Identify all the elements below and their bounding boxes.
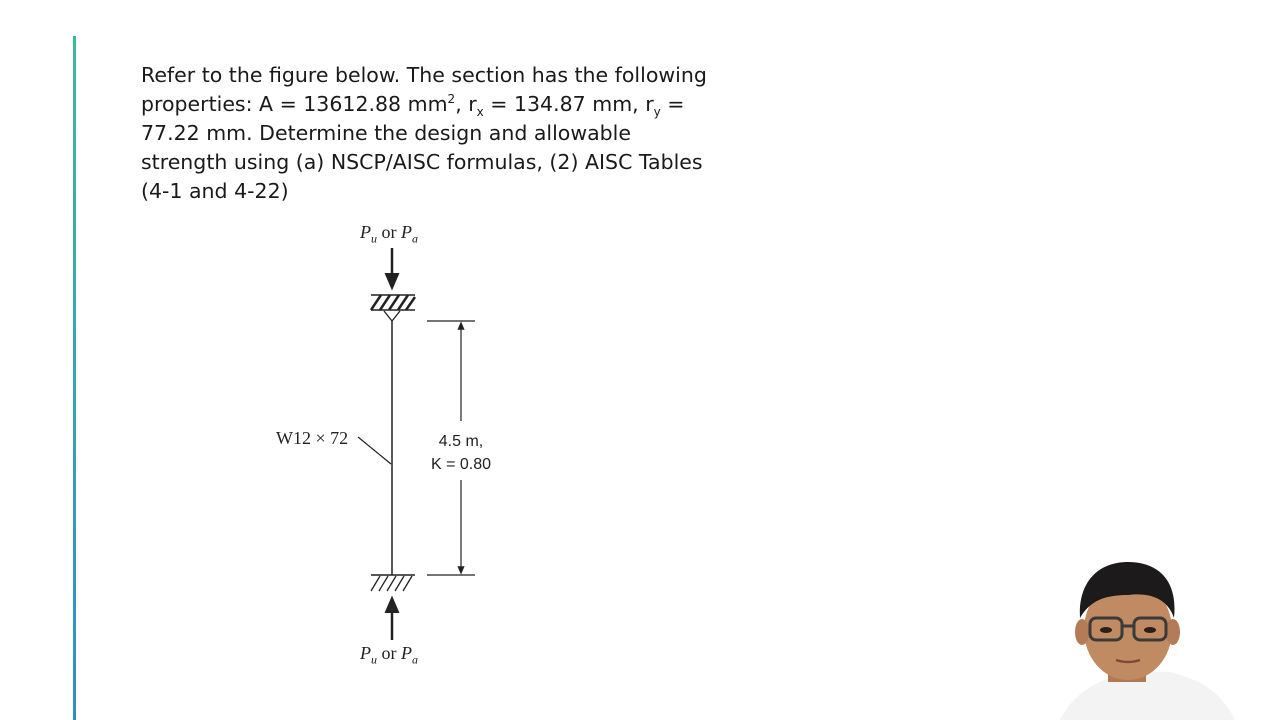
k-factor-label: K = 0.80 (430, 456, 492, 473)
area-text: properties: A = 13612.88 mm (141, 92, 448, 116)
top-load-label (360, 222, 418, 246)
column-figure (250, 215, 550, 680)
top-load-s1: u (371, 231, 377, 246)
problem-line-3: 77.22 mm. Determine the design and allowable (141, 121, 631, 145)
bottom-load-p1: P (360, 643, 371, 663)
top-load-p2: P (401, 222, 412, 242)
problem-line-4: strength using (a) NSCP/AISC formulas, (2) AISC Tables (141, 150, 703, 174)
dimension-label (420, 430, 502, 476)
presenter-video (1020, 540, 1280, 720)
area-exponent: 2 (447, 92, 456, 106)
top-load-p1: P (360, 222, 371, 242)
bottom-load-s1: u (371, 652, 377, 667)
section-label: W12 × 72 (276, 428, 349, 448)
ry-equals: = (660, 92, 685, 116)
bottom-load-or: or (377, 643, 401, 663)
top-load-s2: a (412, 231, 418, 246)
bottom-load-label (360, 643, 418, 667)
webcam-overlay (1020, 540, 1280, 720)
rx-subscript: x (476, 105, 484, 119)
bottom-fixed-support (371, 575, 415, 591)
rx-value-text: = 134.87 mm, r (483, 92, 654, 116)
accent-bar (73, 36, 76, 720)
top-pin-support (371, 295, 415, 321)
problem-line-1: Refer to the figure below. The section has the following (141, 63, 707, 87)
bottom-load-p2: P (401, 643, 412, 663)
ry-subscript: y (653, 105, 661, 119)
top-load-or: or (377, 222, 401, 242)
problem-line-5: (4-1 and 4-22) (141, 179, 289, 203)
problem-statement (141, 61, 731, 206)
rx-prefix: , r (455, 92, 477, 116)
section-leader (358, 437, 391, 464)
bottom-load-s2: a (412, 652, 418, 667)
length-label: 4.5 m, (438, 433, 484, 450)
problem-line-2 (141, 90, 731, 119)
